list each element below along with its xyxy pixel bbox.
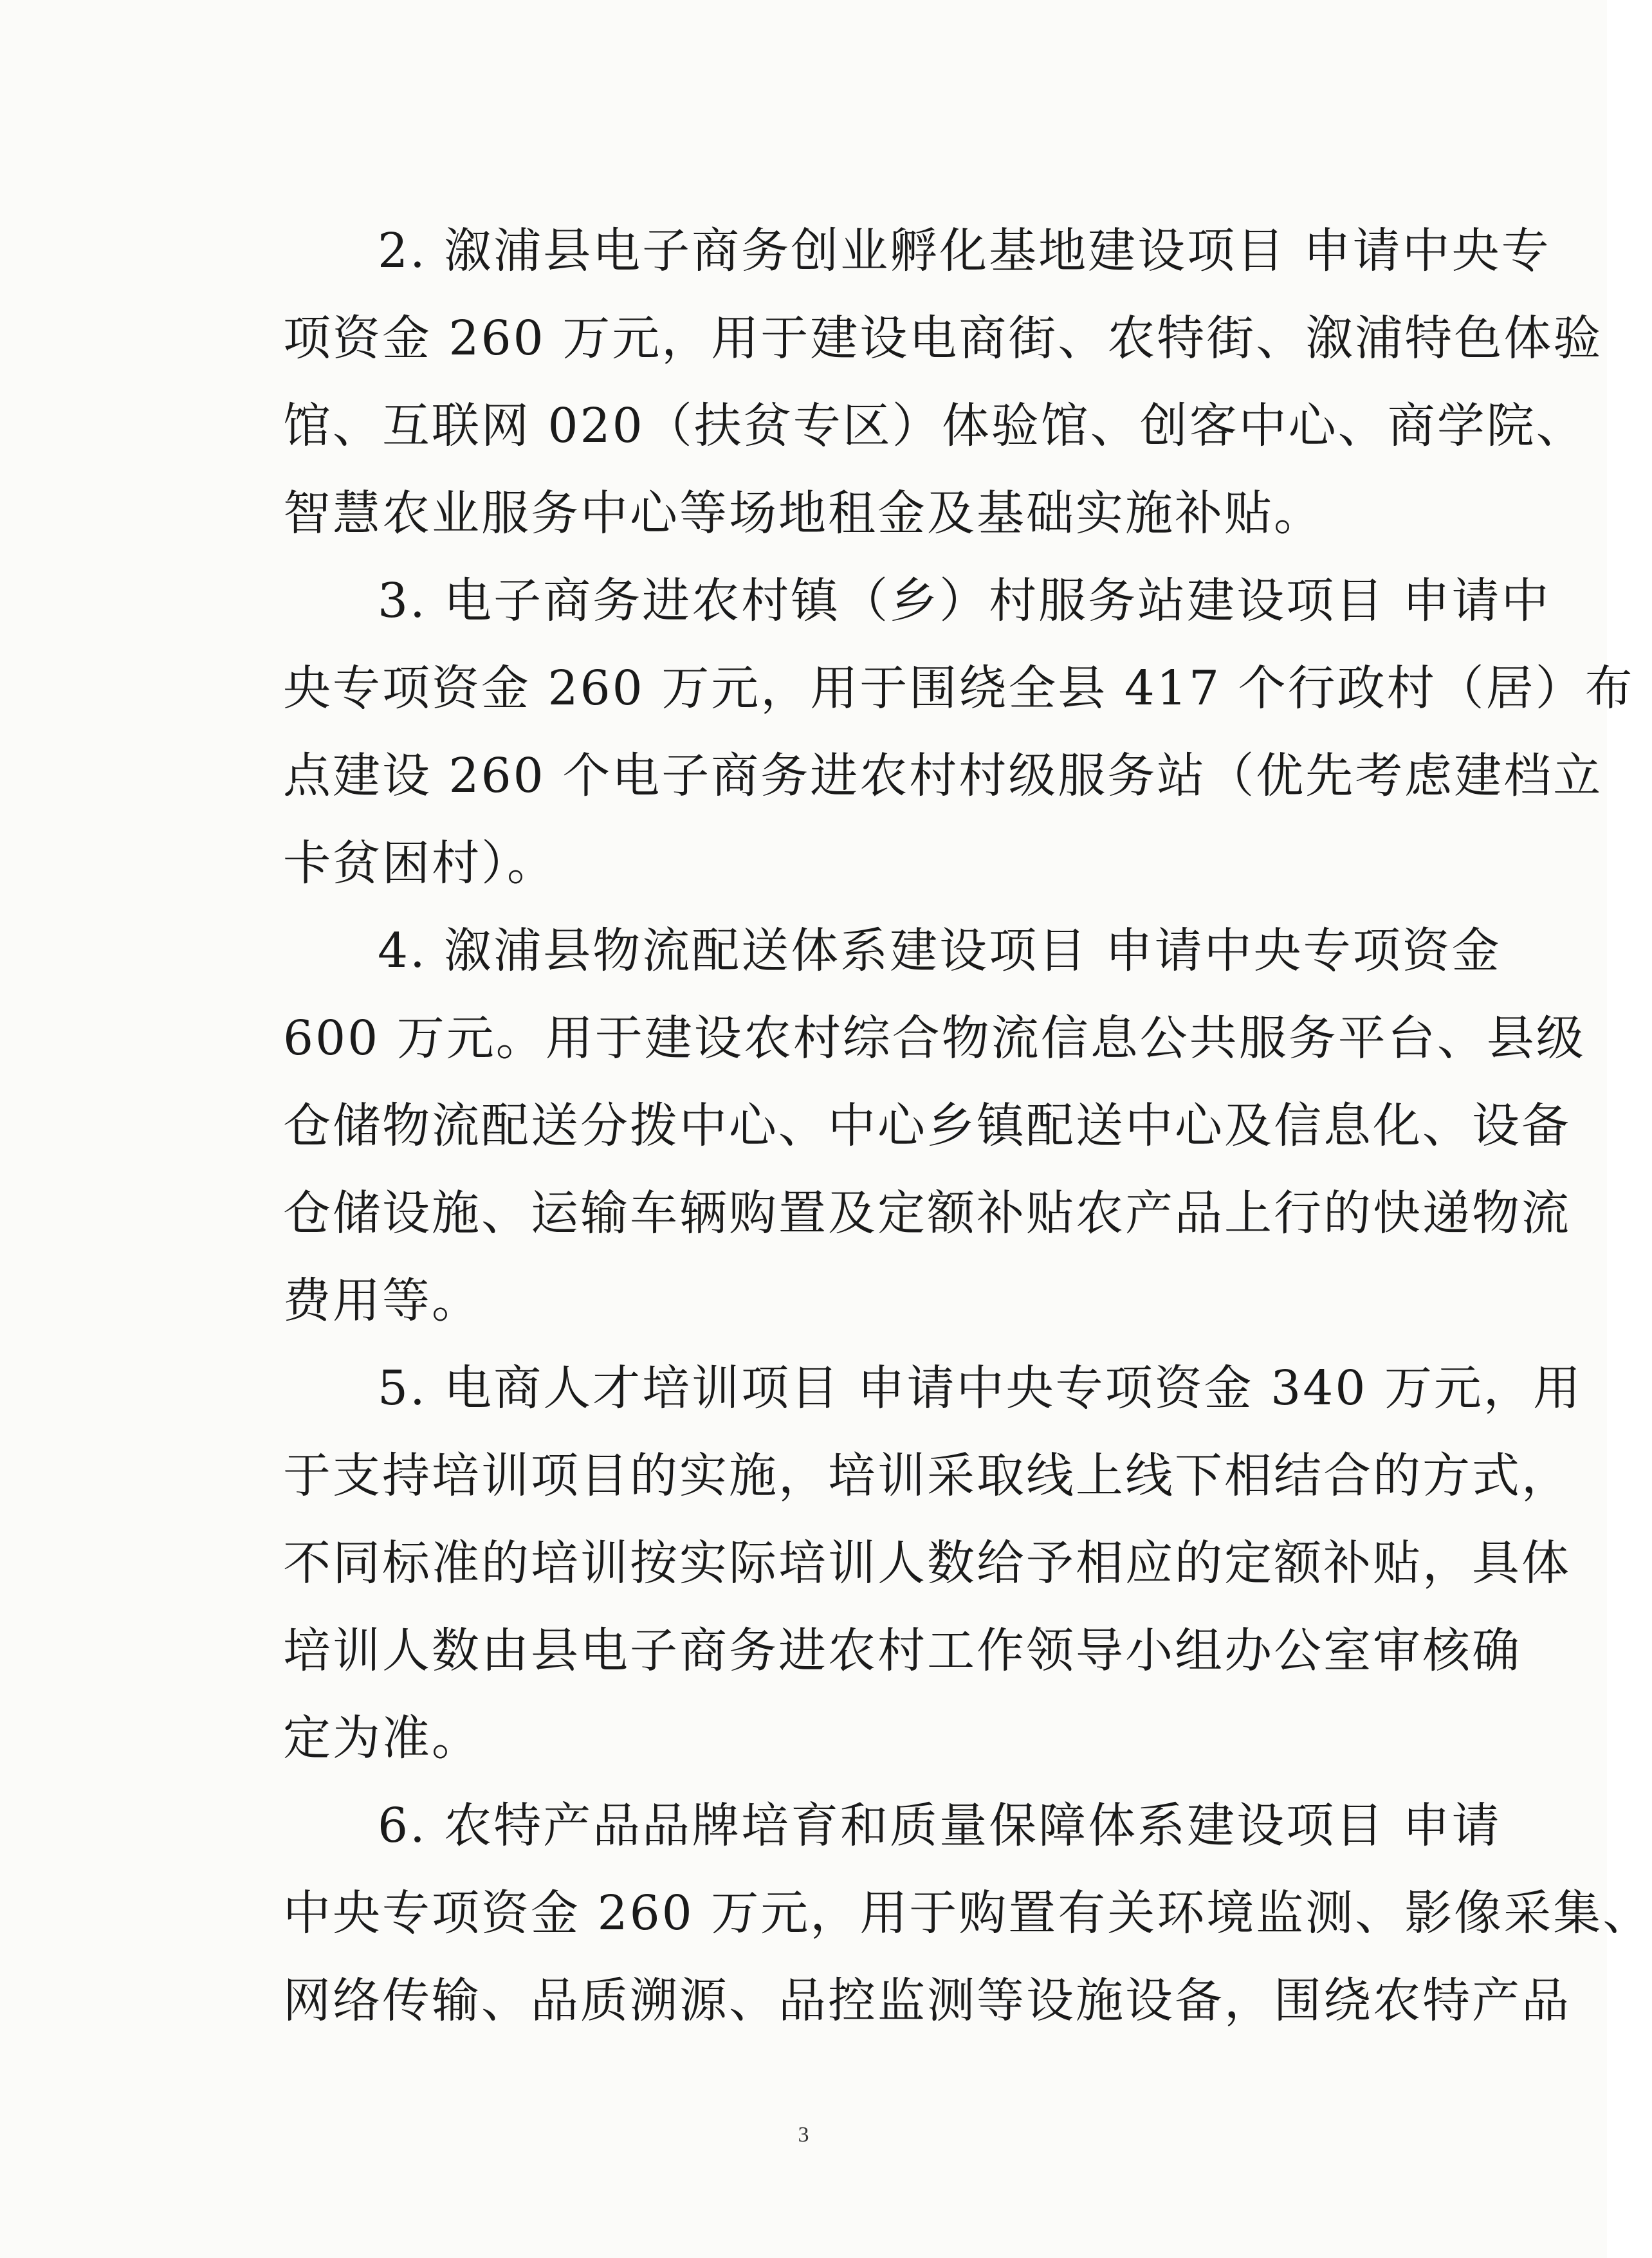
paragraph-item-4 (283, 915, 1586, 1353)
text-line: 项资金 260 万元，用于建设电商街、农特街、溆浦特色体验 (283, 311, 1603, 366)
text-line: 600 万元。用于建设农村综合物流信息公共服务平台、县级 (283, 1011, 1586, 1066)
text-line: 培训人数由县电子商务进农村工作领导小组办公室审核确 (283, 1623, 1521, 1678)
text-line: 点建设 260 个电子商务进农村村级服务站（优先考虑建档立 (283, 748, 1603, 803)
paragraph-item-3 (283, 565, 1635, 915)
paragraph-item-2 (283, 216, 1603, 565)
text-line: 中央专项资金 260 万元，用于购置有关环境监测、影像采集、 (283, 1886, 1652, 1941)
text-line: 卡贫困村）。 (283, 836, 556, 891)
text-line: 于支持培训项目的实施，培训采取线上线下相结合的方式， (283, 1448, 1571, 1503)
paragraph-item-5 (283, 1353, 1583, 1790)
text-line: 仓储设施、运输车辆购置及定额补贴农产品上行的快递物流 (283, 1186, 1571, 1241)
text-line: 网络传输、品质溯源、品控监测等设施设备，围绕农特产品 (283, 1973, 1571, 2028)
text-line: 费用等。 (283, 1273, 481, 1328)
text-line: 3. 电子商务进农村镇（乡）村服务站建设项目 申请中 (378, 573, 1551, 629)
text-line: 定为准。 (283, 1711, 481, 1766)
body-text (283, 216, 1652, 2053)
text-line: 智慧农业服务中心等场地租金及基础实施补贴。 (283, 486, 1323, 541)
page-number: 3 (798, 2123, 809, 2147)
text-line: 4. 溆浦县物流配送体系建设项目 申请中央专项资金 (378, 923, 1501, 978)
text-line: 不同标准的培训按实际培训人数给予相应的定额补贴，具体 (283, 1536, 1571, 1591)
text-line: 5. 电商人才培训项目 申请中央专项资金 340 万元，用 (378, 1361, 1583, 1416)
text-line: 6. 农特产品品牌培育和质量保障体系建设项目 申请 (378, 1798, 1501, 1853)
text-line: 馆、互联网 020（扶贫专区）体验馆、创客中心、商学院、 (283, 398, 1586, 454)
text-line: 仓储物流配送分拨中心、中心乡镇配送中心及信息化、设备 (283, 1098, 1571, 1153)
text-line: 2. 溆浦县电子商务创业孵化基地建设项目 申请中央专 (378, 223, 1551, 279)
paragraph-item-6 (283, 1790, 1652, 2053)
text-line: 央专项资金 260 万元，用于围绕全县 417 个行政村（居）布 (283, 661, 1635, 716)
